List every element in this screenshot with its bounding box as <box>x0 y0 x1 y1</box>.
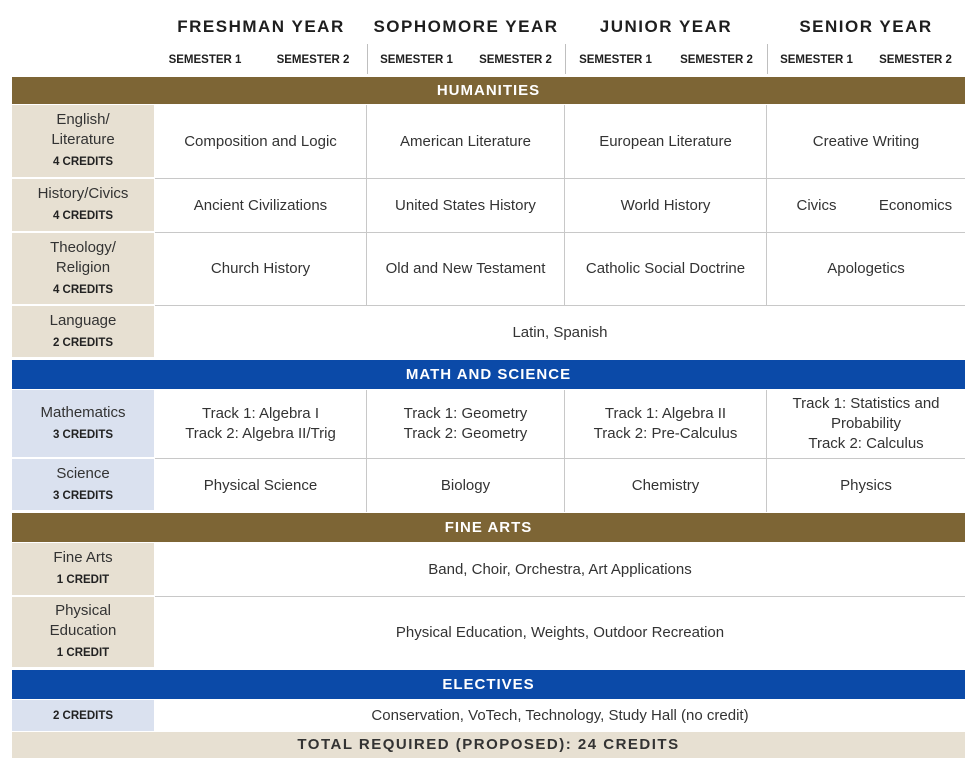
year-header-freshman: FRESHMAN YEAR <box>177 17 345 36</box>
semester-label: SEMESTER 1 <box>380 54 453 66</box>
course-cell: Creative Writing <box>767 105 965 179</box>
course-cell: European Literature <box>565 105 767 179</box>
semester-label: SEMESTER 1 <box>168 54 242 66</box>
course-cell: Church History <box>155 233 367 306</box>
credits-label: 1 CREDIT <box>56 647 110 659</box>
subject-name: Language <box>49 311 117 329</box>
semester-label: SEMESTER 2 <box>479 54 552 66</box>
subject-english <box>12 105 154 179</box>
course-cell: Composition and Logic <box>155 105 367 179</box>
column-divider <box>367 44 368 74</box>
course-cell: Band, Choir, Orchestra, Art Applications <box>155 543 965 597</box>
total-required: TOTAL REQUIRED (PROPOSED): 24 CREDITS <box>12 732 965 758</box>
course-cell: World History <box>565 179 767 233</box>
course-cell: Physical Education, Weights, Outdoor Recreation <box>395 624 725 641</box>
subject-name: Theology/ Religion <box>50 238 116 276</box>
subject-history <box>12 179 154 233</box>
course-cell: Conservation, VoTech, Technology, Study Hall (no credit) <box>371 706 749 724</box>
column-divider <box>565 44 566 74</box>
year-header-junior: JUNIOR YEAR <box>599 17 733 36</box>
subject-language <box>12 306 154 359</box>
course-cell: Track 1: Geometry Track 2: Geometry <box>367 390 565 459</box>
course-cell: Physical Science <box>155 459 367 512</box>
subject-fine-arts <box>12 543 154 597</box>
course-cell: Ancient Civilizations <box>155 179 367 233</box>
course-cell: Old and New Testament <box>367 233 565 306</box>
semester-label: SEMESTER 2 <box>879 54 952 66</box>
section-band-electives: ELECTIVES <box>12 670 965 699</box>
course-cell: Economics <box>866 179 965 233</box>
credits-label: 1 CREDIT <box>56 574 110 586</box>
subject-science <box>12 459 154 512</box>
course-cell: Latin, Spanish <box>512 323 608 341</box>
subject-name: Mathematics <box>40 403 126 421</box>
year-header-sophomore: SOPHOMORE YEAR <box>373 17 559 36</box>
semester-label: SEMESTER 2 <box>680 54 753 66</box>
subject-theology <box>12 233 154 306</box>
credits-label: 3 CREDITS <box>52 489 114 502</box>
course-cell: Apologetics <box>767 233 965 306</box>
subject-name: Physical Education <box>49 602 117 639</box>
subject-name: Science <box>56 464 110 482</box>
course-cell: Physics <box>840 476 892 494</box>
subject-name: History/Civics <box>37 185 129 202</box>
subject-name: Fine Arts <box>53 549 113 566</box>
section-band-math-science: MATH AND SCIENCE <box>12 360 965 389</box>
credits-label: 4 CREDITS <box>52 210 114 222</box>
course-cell: Track 1: Statistics and Probability Track 2: Calculus <box>767 390 965 459</box>
credits-label: 2 CREDITS <box>52 336 114 349</box>
course-cell: Track 1: Algebra II Track 2: Pre-Calculus <box>565 390 767 459</box>
semester-label: SEMESTER 1 <box>780 54 853 66</box>
course-cell: American Literature <box>367 105 565 179</box>
column-divider <box>767 44 768 74</box>
credits-label: 4 CREDITS <box>52 283 114 296</box>
course-cell: Chemistry <box>565 459 767 512</box>
subject-physical-education <box>12 597 154 669</box>
course-cell: Civics <box>767 179 866 233</box>
section-band-fine-arts: FINE ARTS <box>12 513 965 542</box>
course-cell: Biology <box>367 459 565 512</box>
subject-electives <box>12 700 154 731</box>
semester-label: SEMESTER 2 <box>276 54 350 66</box>
year-header-senior: SENIOR YEAR <box>799 17 933 36</box>
subject-name: English/ Literature <box>51 111 115 148</box>
credits-label: 2 CREDITS <box>52 709 114 722</box>
semester-label: SEMESTER 1 <box>579 54 652 66</box>
credits-label: 3 CREDITS <box>52 428 114 441</box>
section-band-humanities: HUMANITIES <box>12 77 965 104</box>
credits-label: 4 CREDITS <box>52 156 114 168</box>
subject-mathematics <box>12 390 154 459</box>
course-cell: United States History <box>367 179 565 233</box>
course-cell: Track 1: Algebra I Track 2: Algebra II/Trig <box>155 390 367 459</box>
course-cell: Catholic Social Doctrine <box>565 233 767 306</box>
